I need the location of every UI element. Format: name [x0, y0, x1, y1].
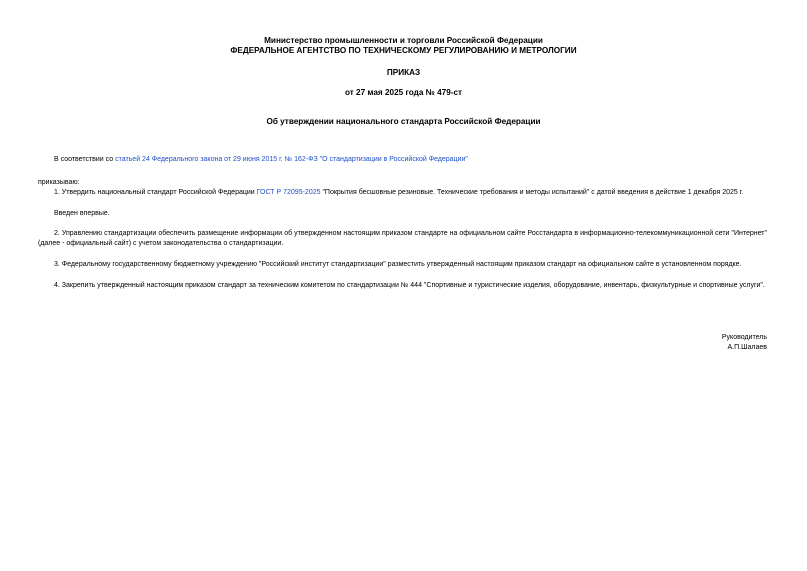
- agency-name: ФЕДЕРАЛЬНОЕ АГЕНТСТВО ПО ТЕХНИЧЕСКОМУ РЕГУЛИРОВАНИЮ И МЕТРОЛОГИИ: [230, 46, 577, 55]
- gost-link[interactable]: ГОСТ Р 72095-2025: [256, 189, 321, 196]
- item-4: 4. Закрепить утвержденный настоящим приказом стандарт за техническим комитетом по стандартизации № 444 "Спортивные и туристические изделия, оборудование, инвентарь, физкультурные и спортивные услуги".: [54, 282, 765, 289]
- item-2: 2. Управлению стандартизации обеспечить размещение информации об утвержденном настоящим приказом стандарте на официальном сайте Росстандарта в информационно-телекоммуникационной сети "Интернет" (далее - официальный сайт) с учетом законодательства о стандартизации.: [38, 230, 767, 247]
- order-word: приказываю:: [38, 179, 80, 186]
- document-type: ПРИКАЗ: [386, 68, 421, 77]
- item-3: 3. Федеральному государственному бюджетному учреждению "Российский институт стандартизации" разместить утвержденный настоящим приказом стандарт на официальном сайте в установленном порядке.: [54, 261, 742, 268]
- signature-position: Руководитель: [721, 334, 767, 341]
- item-1-note: Введен впервые.: [54, 210, 110, 217]
- preamble: [38, 155, 767, 165]
- document-title: Об утверждении национального стандарта Российской Федерации: [266, 117, 541, 126]
- signature-name: А.П.Шалаев: [727, 344, 767, 351]
- item-1-text: 1. Утвердить национальный стандарт Российской Федерации: [54, 189, 257, 196]
- ministry-name: Министерство промышленности и торговли Российской Федерации: [264, 36, 543, 45]
- federal-law-link[interactable]: статьей 24 Федерального закона от 29 июня 2015 г. № 162-ФЗ "О стандартизации в Российской Федерации": [115, 156, 468, 163]
- item-1-suffix: "Покрытия бесшовные резиновые. Технические требования и методы испытаний" с датой введения в действие 1 декабря 2025 г.: [320, 189, 744, 196]
- preamble-text: В соответствии со: [54, 156, 116, 163]
- document-date-number: от 27 мая 2025 года № 479-ст: [344, 88, 463, 97]
- item-1: [38, 188, 767, 198]
